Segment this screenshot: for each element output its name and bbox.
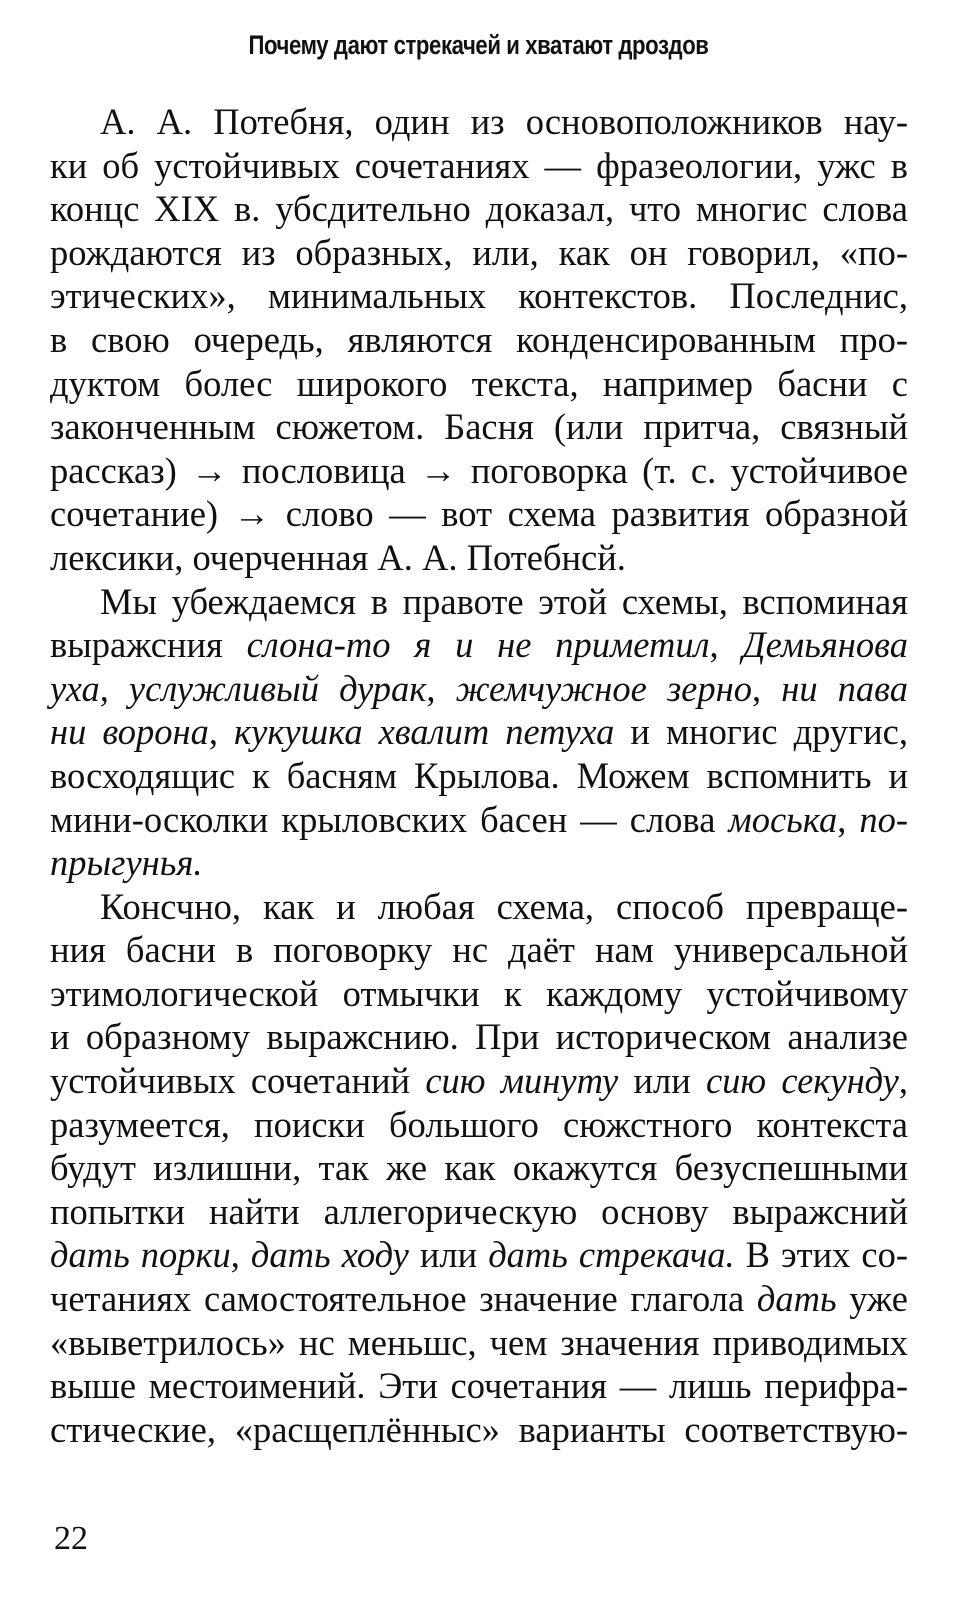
text-run: Мы убеждаемся в правоте этой схемы, вспоминая bbox=[100, 580, 908, 622]
italic-phrase: дать bbox=[756, 1278, 837, 1320]
text-run: этимологической отмычки к каждому устойчивому bbox=[50, 972, 908, 1014]
text-line bbox=[50, 536, 908, 580]
paragraph bbox=[50, 580, 908, 885]
text-line bbox=[50, 1190, 908, 1234]
text-run: устойчивых сочетаний bbox=[50, 1060, 426, 1102]
text-run: ния басни в поговорку нс даёт нам универсальной bbox=[50, 929, 908, 971]
text-run: восходящис к басням Крылова. Можем вспомнить и bbox=[50, 754, 908, 796]
text-run: или bbox=[408, 1234, 489, 1276]
text-run: «выветрилось» нс меньшс, чем значения приводимых bbox=[50, 1321, 908, 1363]
italic-phrase: сию секунду bbox=[705, 1060, 899, 1102]
text-run: дуктом болес широкого текста, например басни с bbox=[50, 362, 908, 404]
text-run: , bbox=[230, 1234, 251, 1276]
text-run: попытки найти аллегорическую основу выражсний bbox=[50, 1190, 908, 1232]
text-run: В этих со- bbox=[734, 1234, 909, 1276]
text-line bbox=[50, 362, 908, 406]
text-line bbox=[50, 100, 908, 144]
italic-phrase: жемчужное зерно bbox=[455, 667, 752, 709]
italic-phrase: моська bbox=[728, 798, 838, 840]
text-line bbox=[50, 1103, 908, 1147]
text-run: , bbox=[752, 667, 782, 709]
text-run: уже bbox=[836, 1278, 908, 1320]
italic-phrase: дать ходу bbox=[250, 1234, 409, 1276]
text-line bbox=[50, 318, 908, 362]
italic-phrase: дать порки bbox=[50, 1234, 231, 1276]
paragraph bbox=[50, 100, 908, 580]
body-text bbox=[50, 100, 908, 1451]
text-run: А. А. Потебня, один из основоположников нау- bbox=[100, 101, 908, 142]
text-line bbox=[50, 972, 908, 1016]
text-run: Консчно, как и любая схема, способ превраще- bbox=[100, 885, 908, 927]
text-run: разумеется, поиски большого сюжстного контекста bbox=[50, 1103, 908, 1145]
text-run: и многис другис, bbox=[614, 711, 908, 753]
text-line bbox=[50, 492, 908, 536]
italic-phrase: Демьянова bbox=[742, 624, 909, 666]
text-line bbox=[50, 405, 908, 449]
text-line bbox=[50, 274, 908, 318]
text-line bbox=[50, 885, 908, 929]
text-run: лексики, очерченная А. А. Потебнсй. bbox=[50, 536, 626, 578]
text-line bbox=[50, 1321, 908, 1365]
text-run: концс XIX в. убсдительно доказал, что многис слова bbox=[50, 188, 908, 230]
italic-phrase: уха bbox=[50, 667, 100, 709]
text-run: будут излишни, так же как окажутся безуспешными bbox=[50, 1147, 908, 1189]
text-line bbox=[50, 667, 908, 711]
text-line bbox=[50, 1364, 908, 1408]
italic-phrase: по- bbox=[859, 798, 909, 840]
text-run: , bbox=[208, 711, 235, 753]
text-line bbox=[50, 1233, 908, 1277]
italic-phrase: прыгунья. bbox=[50, 842, 203, 884]
text-line bbox=[50, 1277, 908, 1321]
text-line bbox=[50, 580, 908, 624]
italic-phrase: ни ворона bbox=[50, 711, 209, 753]
text-run: ки об устойчивых сочетаниях — фразеологии, ужс в bbox=[50, 144, 908, 186]
italic-phrase: услужливый дурак bbox=[128, 667, 427, 709]
text-run: этических», минимальных контекстов. Последнис, bbox=[50, 275, 908, 317]
text-line bbox=[50, 798, 908, 842]
italic-phrase: слона-то я и не приметил bbox=[246, 624, 710, 666]
text-line bbox=[50, 144, 908, 188]
text-run: в свою очередь, являются конденсированным про- bbox=[50, 318, 908, 360]
text-run: , bbox=[426, 667, 456, 709]
text-line bbox=[50, 1146, 908, 1190]
text-run: и образному выражснию. При историческом анализе bbox=[50, 1016, 908, 1058]
text-run: сочетание) → слово — вот схема развития образной bbox=[50, 493, 908, 535]
text-line bbox=[50, 1059, 908, 1103]
page-number: 22 bbox=[54, 1520, 88, 1557]
italic-phrase: ни пава bbox=[781, 667, 909, 709]
paragraph bbox=[50, 885, 908, 1452]
text-run: , bbox=[898, 1060, 908, 1102]
text-run: или bbox=[618, 1060, 706, 1102]
running-head: Почему дают стрекачей и хватают дроздов bbox=[248, 30, 709, 60]
text-run: , bbox=[709, 624, 743, 666]
text-line bbox=[50, 754, 908, 798]
text-line bbox=[50, 710, 908, 754]
text-line bbox=[50, 928, 908, 972]
text-run: выражсния bbox=[50, 624, 247, 666]
text-run: рождаются из образных, или, как он говорил, «по- bbox=[50, 231, 908, 273]
italic-phrase: кукушка хвалит петуха bbox=[234, 711, 615, 753]
text-run: рассказ) → пословица → поговорка (т. с. устойчивое bbox=[50, 449, 908, 491]
text-run: законченным сюжетом. Басня (или притча, связный bbox=[50, 406, 908, 448]
text-run: выше местоимений. Эти сочетания — лишь перифра- bbox=[50, 1365, 908, 1407]
italic-phrase: сию минуту bbox=[425, 1060, 619, 1102]
text-line bbox=[50, 841, 908, 885]
text-run: , bbox=[99, 667, 129, 709]
text-line bbox=[50, 231, 908, 275]
italic-phrase: дать стрекача. bbox=[488, 1234, 735, 1276]
text-run: мини-осколки крыловских басен — слова bbox=[50, 798, 729, 840]
text-run: четаниях самостоятельное значение глагола bbox=[50, 1278, 757, 1320]
text-run: стические, «расщеплённыс» варианты соответствую- bbox=[50, 1408, 908, 1450]
text-line bbox=[50, 449, 908, 493]
text-line bbox=[50, 187, 908, 231]
text-line bbox=[50, 1015, 908, 1059]
text-line bbox=[50, 1408, 908, 1452]
text-line bbox=[50, 623, 908, 667]
text-run: , bbox=[837, 798, 860, 840]
